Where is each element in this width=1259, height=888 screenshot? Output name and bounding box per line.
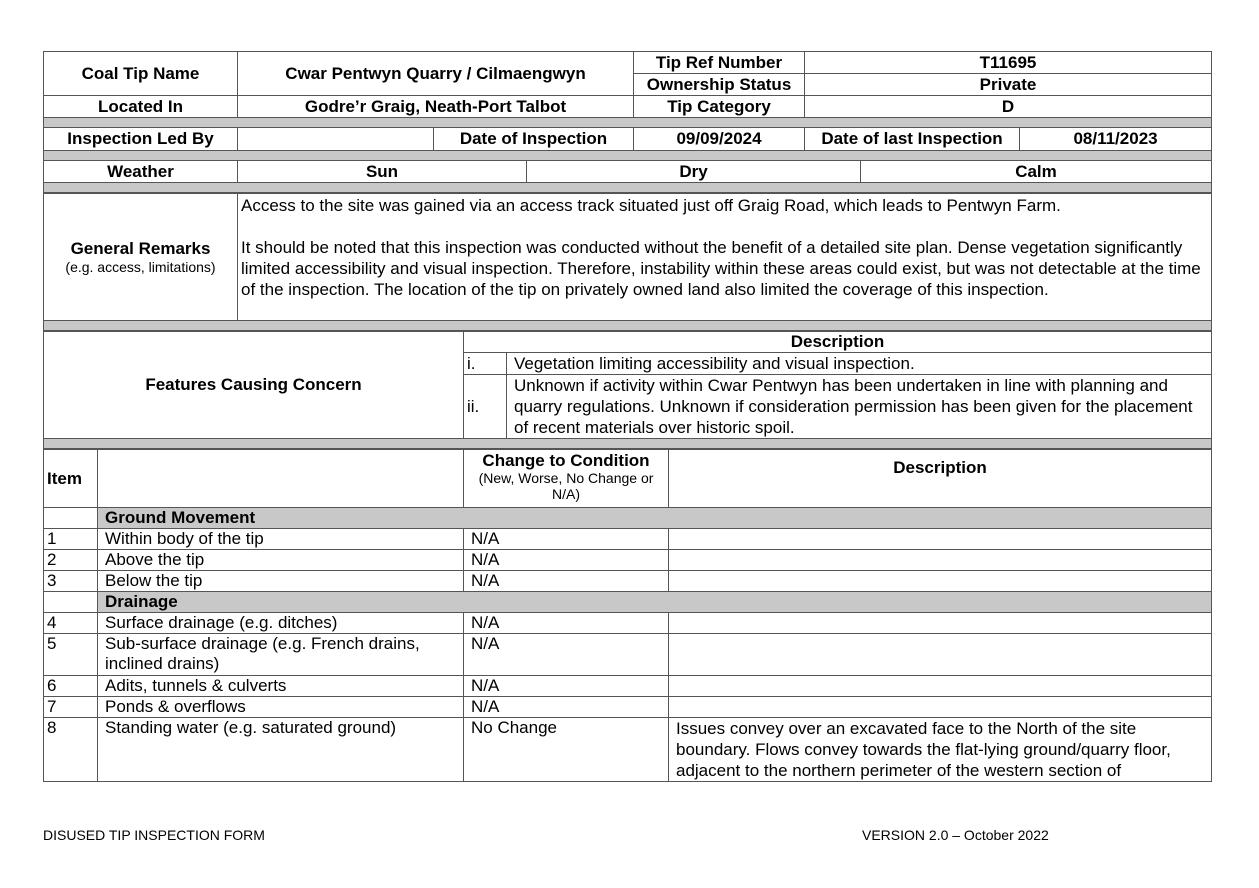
- remarks-text: [238, 194, 1212, 321]
- remarks-table: [43, 193, 1212, 331]
- row-name: Standing water (e.g. saturated ground): [98, 718, 464, 782]
- date-label: Date of Inspection: [434, 128, 634, 151]
- weather-calm: Calm: [861, 161, 1212, 183]
- feature-num: i.: [464, 353, 507, 375]
- last-date-label: Date of last Inspection: [805, 128, 1020, 151]
- tip-ref: T11695: [805, 52, 1212, 74]
- footer-version: VERSION 2.0 – October 2022: [862, 827, 1049, 843]
- feature-text: Unknown if activity within Cwar Pentwyn has been undertaken in line with planning and quarry regulations. Unknown if consideration permission has been given for the placement of recent materials over historic spoil.: [507, 375, 1212, 439]
- row-change: N/A: [464, 613, 669, 634]
- led-by-label: Inspection Led By: [44, 128, 238, 151]
- table-row: [44, 676, 1212, 697]
- header-table: [43, 51, 1212, 161]
- item-header: Item: [44, 450, 98, 508]
- divider: [44, 151, 1212, 161]
- section-spacer: [44, 592, 98, 613]
- divider: [44, 439, 1212, 449]
- remarks-sublabel: (e.g. access, limitations): [65, 258, 216, 275]
- row-name: Ponds & overflows: [98, 697, 464, 718]
- weather-dry: Dry: [527, 161, 861, 183]
- change-header: Change to Condition: [482, 451, 650, 470]
- remarks-label-cell: [44, 194, 238, 321]
- weather-sun: Sun: [238, 161, 527, 183]
- change-header-cell: [464, 450, 669, 508]
- coal-tip-name-label: Coal Tip Name: [44, 52, 238, 96]
- section-ground-movement: Ground Movement: [98, 508, 1212, 529]
- row-name: Sub-surface drainage (e.g. French drains, inclined drains): [98, 634, 464, 676]
- row-change: N/A: [464, 634, 669, 676]
- row-change: N/A: [464, 697, 669, 718]
- row-change: N/A: [464, 676, 669, 697]
- row-change: No Change: [464, 718, 669, 782]
- ownership-value: Private: [805, 74, 1212, 96]
- coal-tip-name: Cwar Pentwyn Quarry / Cilmaengwyn: [238, 52, 634, 96]
- ownership-label: Ownership Status: [634, 74, 805, 96]
- led-by-value: [238, 128, 434, 151]
- remarks-paragraph-2: It should be noted that this inspection was conducted without the benefit of a detailed site plan. Dense vegetation significantly limited accessibility and visual inspection. Therefore, instability within these areas could exist, but was not detectable at the time of the inspection. The location of the tip on privately owned land also limited the coverage of this inspection.: [241, 238, 1201, 299]
- located-value: Godre’r Graig, Neath-Port Talbot: [238, 96, 634, 118]
- row-change: N/A: [464, 550, 669, 571]
- row-desc: [669, 571, 1212, 592]
- row-num: 2: [44, 550, 98, 571]
- row-num: 8: [44, 718, 98, 782]
- row-desc: [669, 676, 1212, 697]
- table-row: [44, 718, 1212, 782]
- row-desc: [669, 613, 1212, 634]
- table-row: [44, 634, 1212, 676]
- footer-form-title: DISUSED TIP INSPECTION FORM: [43, 827, 265, 843]
- row-name: Surface drainage (e.g. ditches): [98, 613, 464, 634]
- row-change: N/A: [464, 529, 669, 550]
- remarks-paragraph-1: Access to the site was gained via an access track situated just off Graig Road, which leads to Pentwyn Farm.: [241, 196, 1061, 215]
- feature-text: Vegetation limiting accessibility and visual inspection.: [507, 353, 1212, 375]
- section-drainage: Drainage: [98, 592, 1212, 613]
- row-name: Within body of the tip: [98, 529, 464, 550]
- row-name: Below the tip: [98, 571, 464, 592]
- item-name-header: [98, 450, 464, 508]
- feature-num: ii.: [464, 375, 507, 439]
- row-num: 7: [44, 697, 98, 718]
- table-row: [44, 550, 1212, 571]
- last-date-value: 08/11/2023: [1020, 128, 1212, 151]
- row-change: N/A: [464, 571, 669, 592]
- table-row: [44, 613, 1212, 634]
- row-num: 5: [44, 634, 98, 676]
- row-num: 6: [44, 676, 98, 697]
- row-desc: [669, 697, 1212, 718]
- divider: [44, 321, 1212, 331]
- row-desc: [669, 529, 1212, 550]
- section-spacer: [44, 508, 98, 529]
- row-desc: [669, 634, 1212, 676]
- divider: [44, 118, 1212, 128]
- row-num: 4: [44, 613, 98, 634]
- weather-table: [43, 160, 1212, 193]
- weather-label: Weather: [44, 161, 238, 183]
- description-header: Description: [669, 450, 1212, 508]
- features-table: [43, 331, 1212, 449]
- features-desc-header: Description: [464, 332, 1212, 353]
- row-name: Adits, tunnels & culverts: [98, 676, 464, 697]
- row-desc: Issues convey over an excavated face to the North of the site boundary. Flows convey towards the flat-lying ground/quarry floor, adjacent to the northern perimeter of the western section of: [669, 718, 1212, 782]
- row-name: Above the tip: [98, 550, 464, 571]
- row-num: 3: [44, 571, 98, 592]
- table-row: [44, 697, 1212, 718]
- change-subheader: (New, Worse, No Change or N/A): [478, 470, 654, 502]
- table-row: [44, 529, 1212, 550]
- divider: [44, 183, 1212, 193]
- table-row: [44, 571, 1212, 592]
- located-label: Located In: [44, 96, 238, 118]
- date-value: 09/09/2024: [634, 128, 805, 151]
- row-num: 1: [44, 529, 98, 550]
- items-table: [43, 449, 1212, 782]
- features-label: Features Causing Concern: [44, 332, 464, 439]
- tip-ref-label: Tip Ref Number: [634, 52, 805, 74]
- category-label: Tip Category: [634, 96, 805, 118]
- category-value: D: [805, 96, 1212, 118]
- remarks-label: General Remarks: [70, 238, 211, 258]
- row-desc: [669, 550, 1212, 571]
